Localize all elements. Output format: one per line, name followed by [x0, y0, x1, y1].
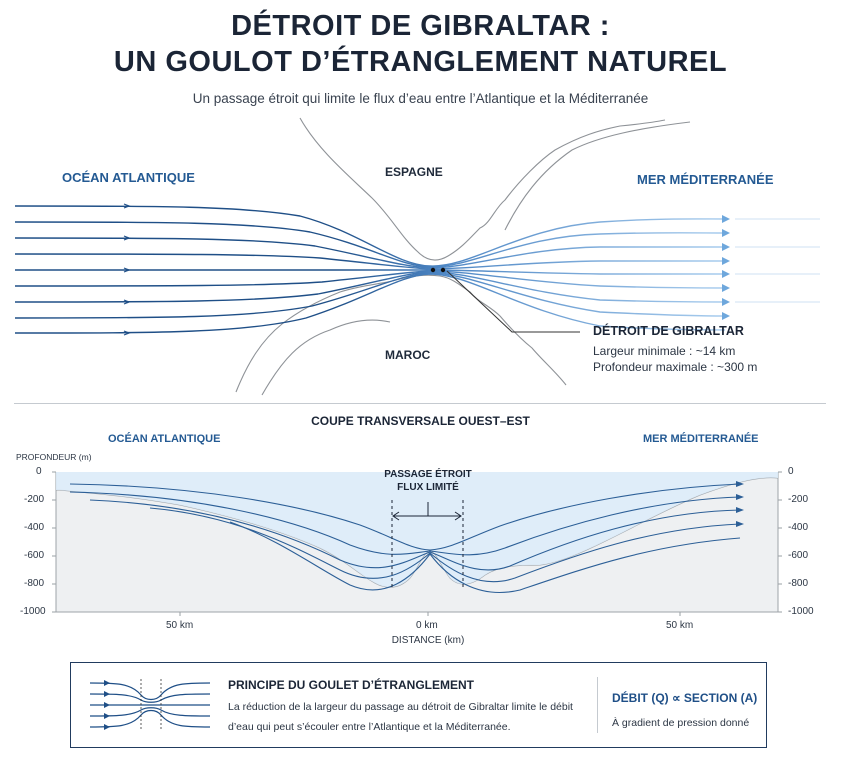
flow-fade [735, 219, 820, 302]
depth-tick-right: -1000 [788, 606, 814, 617]
depth-tick-left: -800 [24, 578, 45, 589]
callout-leader [447, 271, 580, 332]
distance-tick: 0 km [416, 620, 438, 631]
title-line-2: UN GOULOT D’ÉTRANGLEMENT NATUREL [113, 46, 728, 78]
depth-tick-right: -400 [788, 522, 809, 533]
principle-title: PRINCIPE DU GOULET D’ÉTRANGLEMENT [228, 678, 475, 692]
passage-line-1: PASSAGE ÉTROIT [384, 469, 472, 480]
bottleneck-icon [86, 677, 216, 733]
depth-tick-right: 0 [788, 466, 794, 477]
principle-text: La réduction de la largeur du passage au détroit de Gibraltar limite le débit d’eau qui peut s’écouler entre l’Atlantique et la Méditerranée. [228, 701, 573, 733]
depth-tick-left: -1000 [20, 606, 46, 617]
section-divider [14, 403, 826, 404]
depth-tick-left: -400 [24, 522, 45, 533]
depth-axis-label: PROFONDEUR (m) [16, 452, 92, 462]
mediterranean-label: MER MÉDITERRANÉE [637, 172, 774, 187]
atlantic-label: OCÉAN ATLANTIQUE [62, 170, 195, 185]
subtitle: Un passage étroit qui limite le flux d’eau entre l’Atlantique et la Méditerranée [192, 91, 649, 106]
distance-axis-label: DISTANCE (km) [391, 635, 465, 646]
title-line-1: DÉTROIT DE GIBRALTAR : [231, 10, 610, 42]
flow-lines [15, 206, 725, 333]
principle-divider [597, 677, 598, 733]
section-title: COUPE TRANSVERSALE OUEST–EST [311, 414, 530, 428]
principle-box [70, 662, 767, 748]
flow-formula: DÉBIT (Q) ∝ SECTION (A) [612, 691, 758, 705]
strait-point-1 [431, 268, 435, 272]
strait-point-2 [441, 268, 445, 272]
depth-tick-left: 0 [36, 466, 42, 477]
callout-width: Largeur minimale : ~14 km [593, 344, 736, 358]
spain-label: ESPAGNE [385, 165, 443, 179]
flow-arrowheads [722, 215, 730, 320]
depth-tick-right: -800 [788, 578, 809, 589]
depth-tick-left: -200 [24, 494, 45, 505]
morocco-label: MAROC [385, 348, 431, 362]
distance-tick: 50 km [166, 620, 194, 631]
section-atlantic-label: OCÉAN ATLANTIQUE [108, 433, 221, 445]
formula-note: À gradient de pression donné [612, 717, 750, 729]
depth-tick-left: -600 [24, 550, 45, 561]
callout-title: DÉTROIT DE GIBRALTAR [593, 324, 744, 338]
distance-tick: 50 km [666, 620, 694, 631]
callout-depth: Profondeur maximale : ~300 m [593, 360, 758, 374]
section-mediterranean-label: MER MÉDITERRANÉE [643, 433, 759, 445]
passage-line-2: FLUX LIMITÉ [397, 482, 459, 493]
depth-tick-right: -200 [788, 494, 809, 505]
depth-tick-right: -600 [788, 550, 809, 561]
